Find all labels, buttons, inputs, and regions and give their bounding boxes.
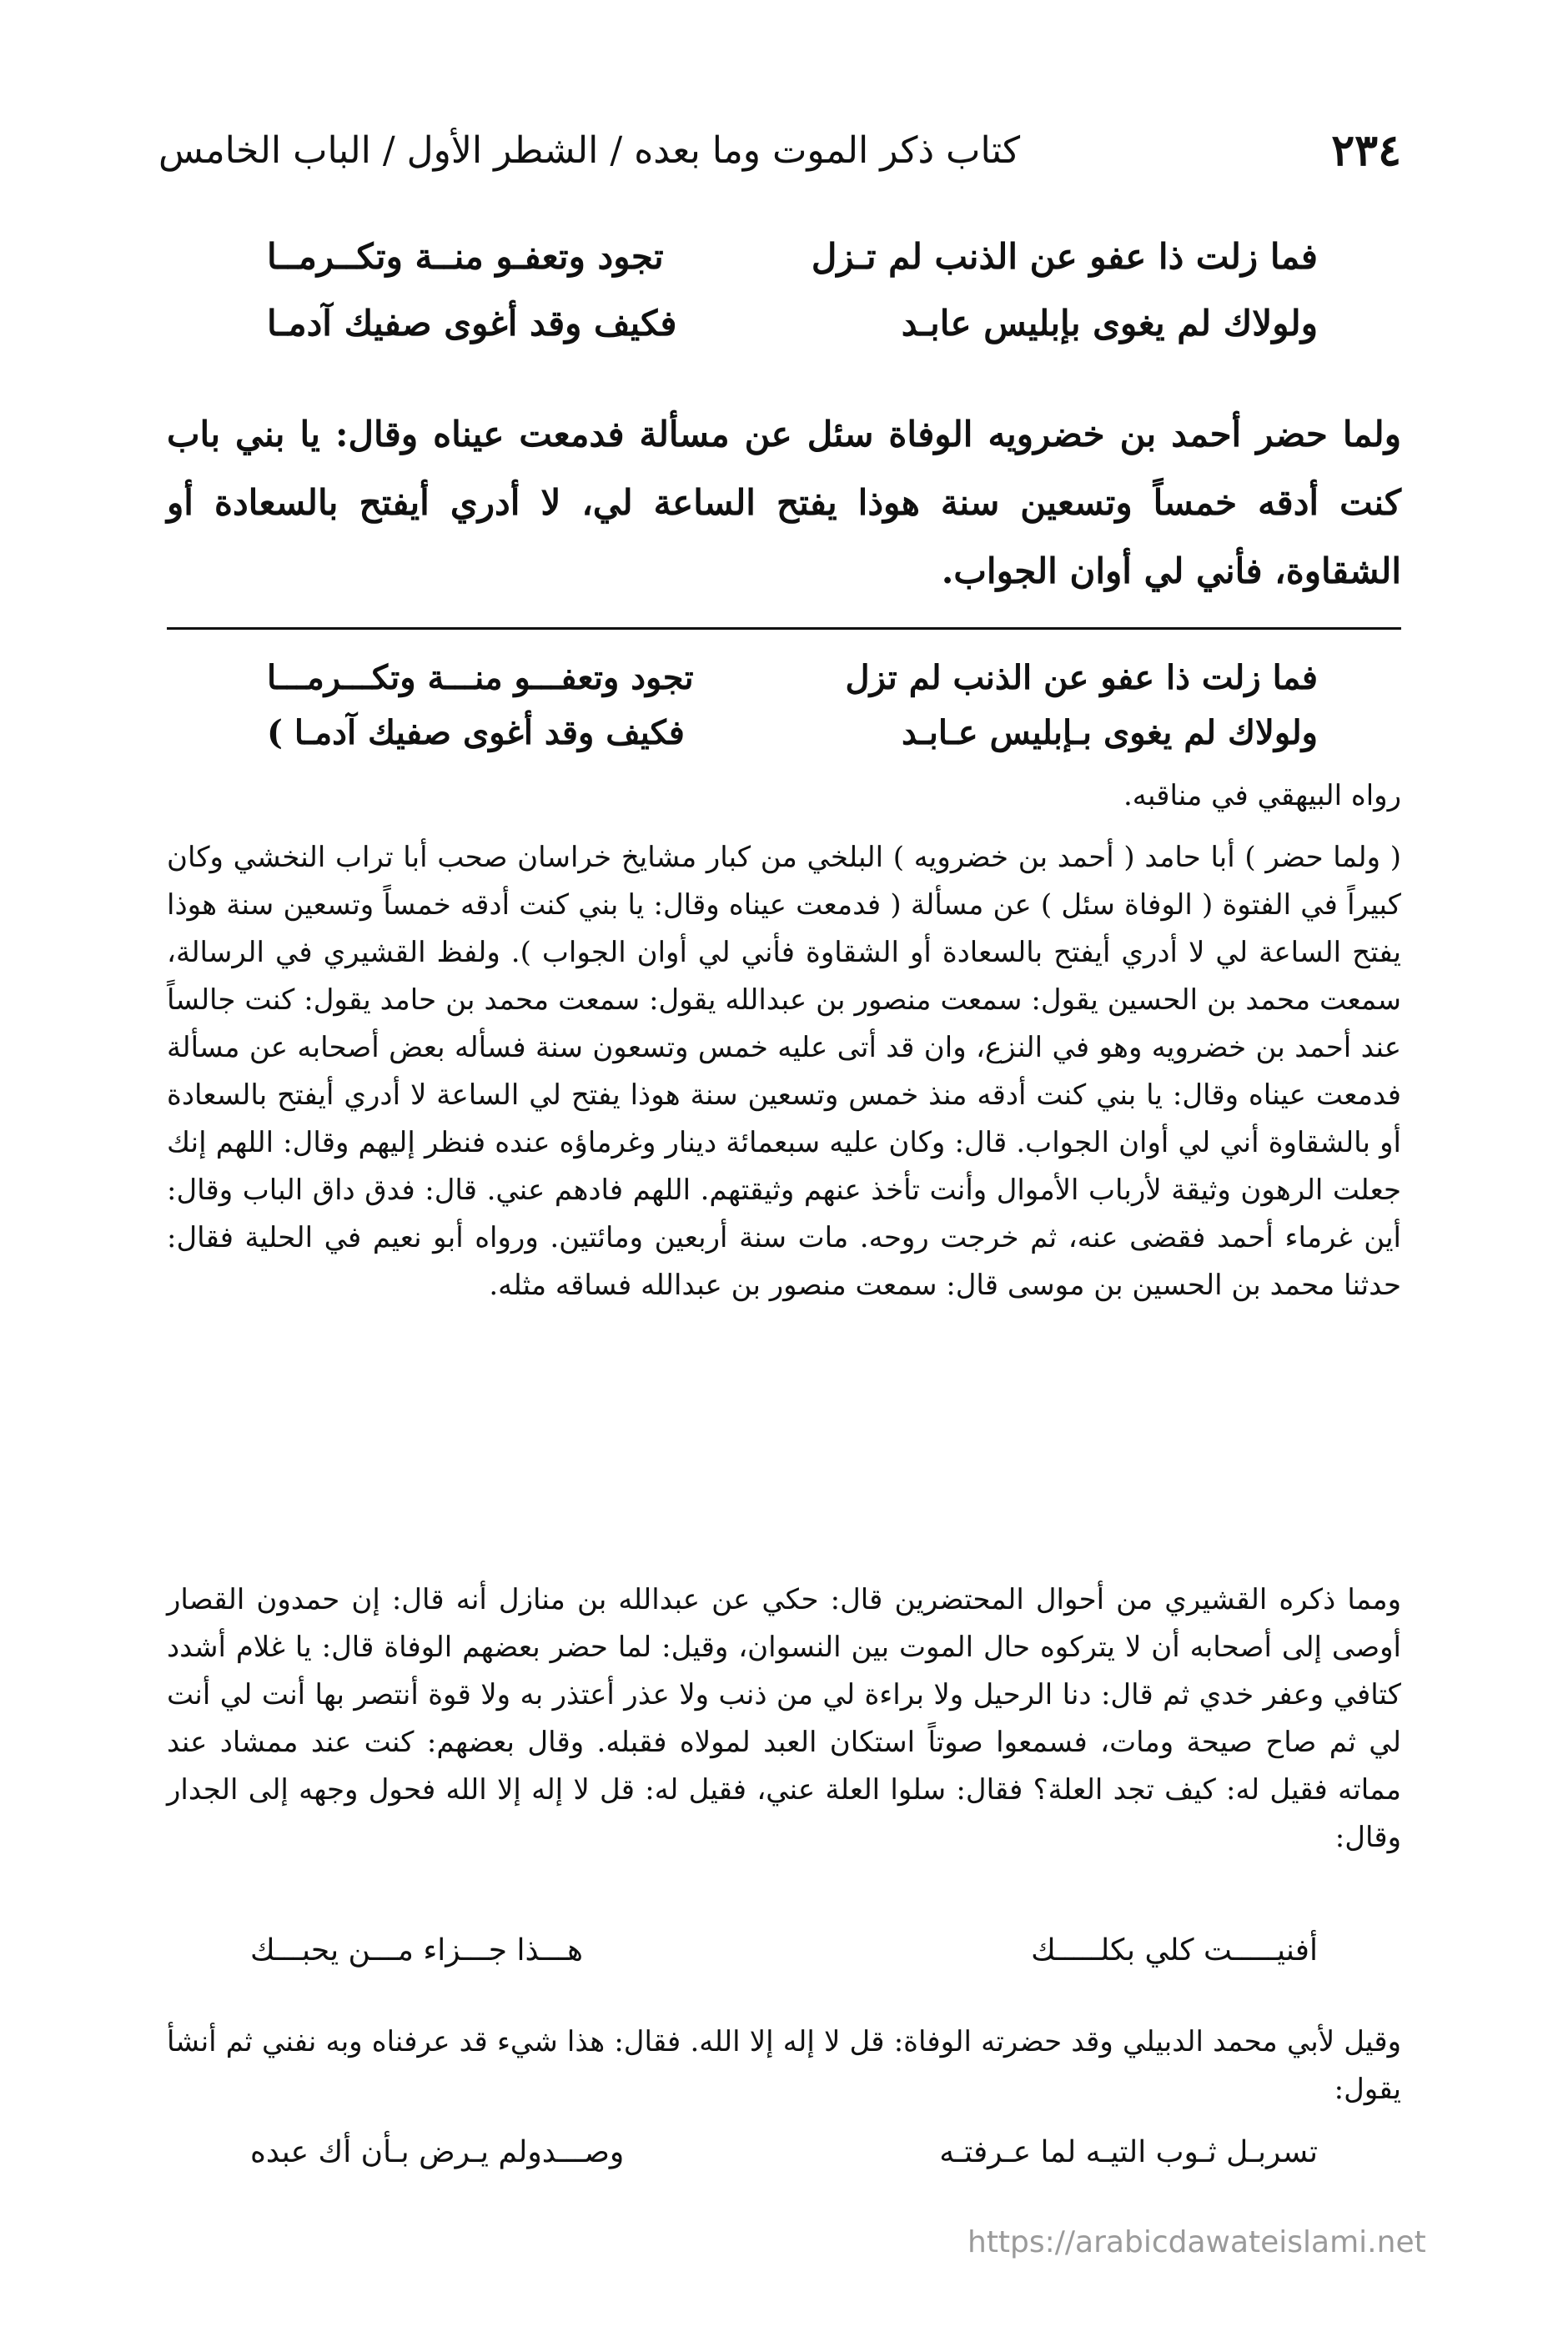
running-title: كتاب ذكر الموت وما بعده / الشطر الأول / الباب الخامس [158, 128, 1021, 172]
section-divider [167, 627, 1401, 630]
page-header [158, 117, 1401, 183]
commentary-paragraph: ( ولما حضر ) أبا حامد ( أحمد بن خضرويه ) البلخي من كبار مشايخ خراسان صحب أبا تراب النخشي وكان كبيراً في الفتوة ( الوفاة سئل ) عن مسألة ( فدمعت عيناه وقال: يا بني كنت أدقه خمساً وتسعين سنة هوذا يفتح الساعة لي لا أدري أيفتح بالسعادة أو الشقاوة فأني لي أوان الجواب ). ولفظ القشيري في الرسالة، سمعت محمد بن الحسين يقول: سمعت منصور بن عبدالله يقول: سمعت محمد بن حامد يقول: كنت جالساً عند أحمد بن خضرويه وهو في النزع، وان قد أتى عليه خمس وتسعون سنة فسأله بعض أصحابه عن مسألة فدمعت عيناه وقال: يا بني كنت أدقه منذ خمس وتسعين سنة هوذا يفتح لي الساعة لا أدري أيفتح بالسعادة أو بالشقاوة أني لي أوان الجواب. قال: وكان عليه سبعمائة دينار وغرماؤه عنده فنظر إليهم وقال: اللهم إنك جعلت الرهون وثيقة لأرباب الأموال وأنت تأخذ عنهم وثيقتهم. اللهم فادهم عني. قال: فدق داق الباب وقال: أين غرماء أحمد فقضى عنه، ثم خرجت روحه. مات سنة أربعين ومائتين. ورواه أبو نعيم في الحلية فقال: حدثنا محمد بن الحسين بن موسى قال: سمعت منصور بن عبدالله فساقه مثله. [167, 841, 1401, 1302]
commentary-paragraph: وقيل لأبي محمد الدبيلي وقد حضرته الوفاة: قل لا إله إلا الله. فقال: هذا شيء قد عرفناه وبه نفني ثم أنشأ يقول: [167, 2025, 1401, 2106]
verse-first-hemistich: فما زلت ذا عفو عن الذنب لم تزل [845, 658, 1318, 697]
verse-first-hemistich: أفنيـــــت كلي بكلـــــك [1031, 1933, 1318, 1968]
poem-verse [250, 2135, 1318, 2169]
verse-second-hemistich: تجود وتعفـــو منـــة وتكـــرمـــا [267, 658, 694, 697]
page-number: ٢٣٤ [1331, 124, 1401, 176]
verse-first-hemistich: ولولاك لم يغوى بـإبليس عـابـد [902, 713, 1318, 752]
watermark-url: https://arabicdawateislami.net [967, 2225, 1426, 2259]
poem-verse [250, 1933, 1318, 1968]
main-text-paragraph: ولما حضر أحمد بن خضرويه الوفاة سئل عن مسألة فدمعت عيناه وقال: يا بني باب كنت أدقه خمساً وتسعين سنة هوذا يفتح الساعة لي، لا أدري أيفتح بالسعادة أو الشقاوة، فأني لي أوان الجواب. [167, 414, 1401, 591]
verse-first-hemistich: فما زلت ذا عفو عن الذنب لم تـزل [811, 236, 1318, 277]
verse-second-hemistich: فكيف وقد أغوى صفيك آدمـا ) [267, 713, 685, 752]
poem-verse [267, 224, 1318, 290]
verse-second-hemistich: هـــذا جـــزاء مـــن يحبـــك [250, 1933, 583, 1968]
main-poem [267, 224, 1318, 357]
poem-verse [267, 651, 1318, 706]
commentary-paragraph: ومما ذكره القشيري من أحوال المحتضرين قال: حكي عن عبدالله بن منازل أنه قال: إن حمدون القصار أوصى إلى أصحابه أن لا يتركوه حال الموت بين النسوان، وقيل: لما حضر بعضهم الوفاة قال: يا غلام أشدد كتافي وعفر خدي ثم قال: دنا الرحيل ولا براءة لي من ذنب ولا عذر أعتذر به ولا قوة أنتصر بها أنت لي أنت لي ثم صاح صيحة ومات، فسمعوا صوتاً استكان العبد لمولاه فقبله. وقال بعضهم: كنت عند ممشاد عند مماته فقيل له: كيف تجد العلة؟ فقال: سلوا العلة عني، فقيل له: قل لا إله إلا الله فحول وجهه إلى الجدار وقال: [167, 1583, 1401, 1854]
poem-verse [267, 706, 1318, 761]
verse-second-hemistich: تجود وتعفـو منــة وتكــرمــا [267, 236, 664, 277]
verse-first-hemistich: تسربـل ثـوب التيـه لما عـرفتـه [939, 2135, 1318, 2169]
narration-note: رواه البيهقي في مناقبه. [1123, 779, 1401, 812]
verse-second-hemistich: وصـــدولم يـرض بـأن أك عبده [250, 2135, 625, 2169]
verse-second-hemistich: فكيف وقد أغوى صفيك آدمـا [267, 303, 677, 344]
poem-verse [267, 290, 1318, 357]
verse-first-hemistich: ولولاك لم يغوى بإبليس عابـد [901, 303, 1318, 344]
commentary-poem [267, 651, 1318, 761]
